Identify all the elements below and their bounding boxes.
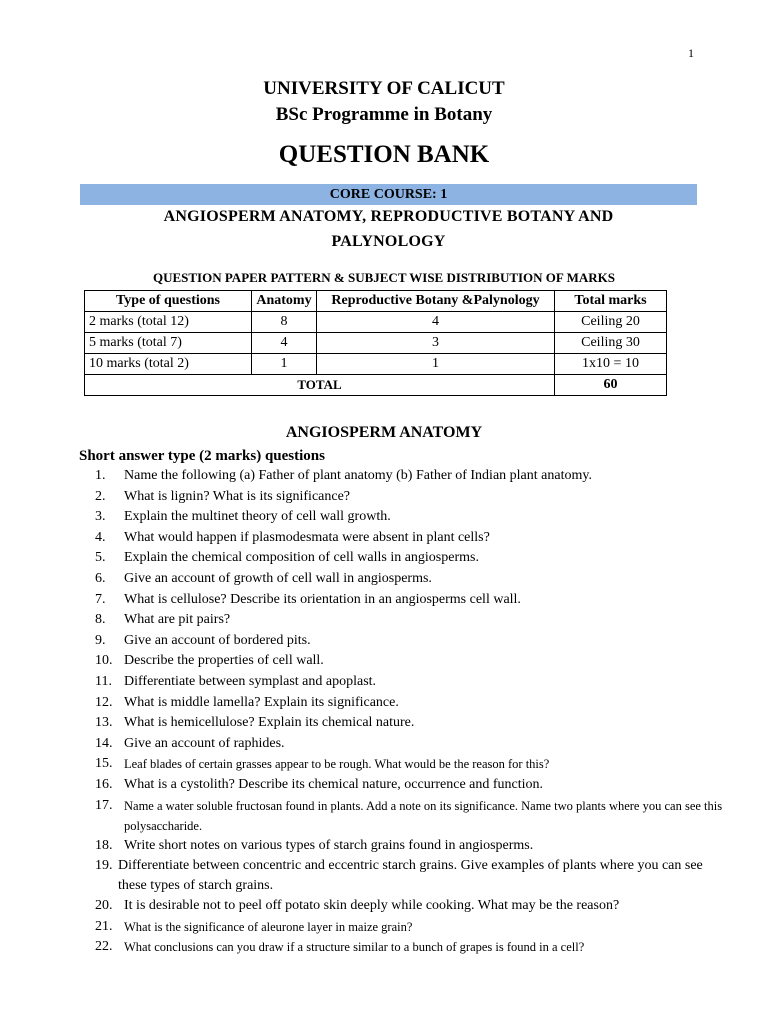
- course-title-line2: PALYNOLOGY: [331, 233, 446, 250]
- question-number: 2.: [95, 488, 106, 504]
- question-text: Name a water soluble fructosan found in plants. Add a note on its significance. Name two plants where you can see this polysaccharide.: [124, 798, 723, 833]
- question-text: What is hemicellulose? Explain its chemical nature.: [124, 715, 415, 731]
- question-number: 22.: [95, 939, 113, 955]
- header-reproductive-botany: Reproductive Botany &Palynology: [317, 291, 555, 312]
- question-text: Give an account of growth of cell wall in angiosperms.: [124, 570, 432, 586]
- cell-anatomy: 8: [252, 312, 317, 333]
- list-item: [0, 466, 768, 487]
- cell-type: 2 marks (total 12): [85, 312, 252, 333]
- question-text: Explain the multinet theory of cell wall growth.: [124, 509, 391, 525]
- list-item: [0, 651, 768, 672]
- question-number: 16.: [95, 776, 113, 792]
- question-list: [0, 466, 768, 958]
- question-number: 3.: [95, 509, 106, 525]
- question-number: 6.: [95, 570, 106, 586]
- list-item: [0, 528, 768, 549]
- pattern-title: QUESTION PAPER PATTERN & SUBJECT WISE DISTRIBUTION OF MARKS: [152, 270, 616, 285]
- question-text: Give an account of raphides.: [124, 735, 285, 751]
- list-item: [0, 569, 768, 590]
- table-row: [85, 354, 667, 375]
- list-item: [0, 937, 768, 958]
- table-header-row: [85, 291, 667, 312]
- question-text: It is desirable not to peel off potato skin deeply while cooking. What may be the reason?: [124, 898, 620, 914]
- list-item: [0, 507, 768, 528]
- list-item: [0, 775, 768, 796]
- question-text: Write short notes on various types of starch grains found in angiosperms.: [124, 837, 534, 853]
- list-item: [0, 693, 768, 714]
- question-text: Describe the properties of cell wall.: [124, 653, 324, 669]
- section-subtitle: Short answer type (2 marks) questions: [79, 448, 325, 464]
- list-item: [0, 836, 768, 857]
- programme-name: BSc Programme in Botany: [275, 104, 493, 125]
- question-number: 17.: [95, 797, 113, 813]
- question-number: 5.: [95, 550, 106, 566]
- question-text: What is lignin? What is its significance?: [124, 488, 351, 504]
- cell-anatomy: 1: [252, 354, 317, 375]
- question-text: What would happen if plasmodesmata were absent in plant cells?: [124, 529, 490, 545]
- question-number: 20.: [95, 898, 113, 914]
- page-title: QUESTION BANK: [278, 141, 490, 168]
- header-type: Type of questions: [85, 291, 252, 312]
- list-item: [0, 672, 768, 693]
- question-number: 13.: [95, 715, 113, 731]
- university-name: UNIVERSITY OF CALICUT: [263, 78, 505, 99]
- question-number: 8.: [95, 612, 106, 628]
- cell-type: 10 marks (total 2): [85, 354, 252, 375]
- list-item: [0, 734, 768, 755]
- question-text: Differentiate between symplast and apoplast.: [124, 673, 377, 689]
- question-text: Leaf blades of certain grasses appear to be rough. What would be the reason for this?: [124, 757, 550, 772]
- list-item: [0, 590, 768, 611]
- question-number: 9.: [95, 632, 106, 648]
- cell-reproductive: 4: [317, 312, 555, 333]
- question-number: 1.: [95, 468, 106, 483]
- question-text: Differentiate between concentric and eccentric starch grains. Give examples of plants where you can see these types of starch grains.: [118, 858, 703, 894]
- question-text: Explain the chemical composition of cell walls in angiosperms.: [124, 550, 479, 566]
- cell-total: Ceiling 20: [555, 312, 667, 333]
- question-number: 18.: [95, 837, 113, 853]
- header-total-marks: Total marks: [555, 291, 667, 312]
- list-item: [0, 754, 768, 775]
- question-number: 14.: [95, 735, 113, 751]
- question-number: 11.: [95, 673, 112, 689]
- cell-reproductive: 1: [317, 354, 555, 375]
- course-code-band: CORE COURSE: 1: [80, 184, 697, 205]
- question-number: 21.: [95, 918, 113, 934]
- question-number: 7.: [95, 591, 106, 607]
- question-text: What is a cystolith? Describe its chemical nature, occurrence and function.: [124, 776, 544, 792]
- list-item: [0, 487, 768, 508]
- course-title-line1: ANGIOSPERM ANATOMY, REPRODUCTIVE BOTANY AND: [163, 208, 614, 225]
- cell-reproductive: 3: [317, 333, 555, 354]
- question-text: What is the significance of aleurone layer in maize grain?: [124, 919, 413, 934]
- question-text: What conclusions can you draw if a structure similar to a bunch of grapes is found in a cell?: [124, 940, 585, 955]
- list-item: [0, 917, 768, 938]
- total-value: 60: [555, 375, 667, 396]
- question-number: 15.: [95, 756, 113, 772]
- list-item: [0, 796, 768, 836]
- cell-anatomy: 4: [252, 333, 317, 354]
- question-number: 10.: [95, 653, 113, 669]
- question-text: Give an account of bordered pits.: [124, 632, 311, 648]
- cell-type: 5 marks (total 7): [85, 333, 252, 354]
- marks-distribution-table: [84, 290, 667, 396]
- list-item: [0, 610, 768, 631]
- total-label: TOTAL: [85, 375, 555, 396]
- question-text: What is middle lamella? Explain its significance.: [124, 694, 399, 710]
- table-total-row: [85, 375, 667, 396]
- course-title: [80, 204, 697, 254]
- list-item: [0, 548, 768, 569]
- table-row: [85, 333, 667, 354]
- question-number: 12.: [95, 694, 113, 710]
- header-anatomy: Anatomy: [252, 291, 317, 312]
- question-text: Name the following (a) Father of plant anatomy (b) Father of Indian plant anatomy.: [124, 468, 592, 483]
- list-item: [0, 856, 768, 896]
- list-item: [0, 896, 768, 917]
- page-number: 1: [688, 46, 694, 60]
- question-number: 4.: [95, 529, 106, 545]
- list-item: [0, 631, 768, 652]
- question-number: 19.: [95, 858, 113, 874]
- section-title: ANGIOSPERM ANATOMY: [285, 424, 483, 441]
- cell-total: 1x10 = 10: [555, 354, 667, 375]
- cell-total: Ceiling 30: [555, 333, 667, 354]
- question-text: What is cellulose? Describe its orientation in an angiosperms cell wall.: [124, 591, 521, 607]
- question-text: What are pit pairs?: [124, 612, 231, 628]
- list-item: [0, 713, 768, 734]
- table-row: [85, 312, 667, 333]
